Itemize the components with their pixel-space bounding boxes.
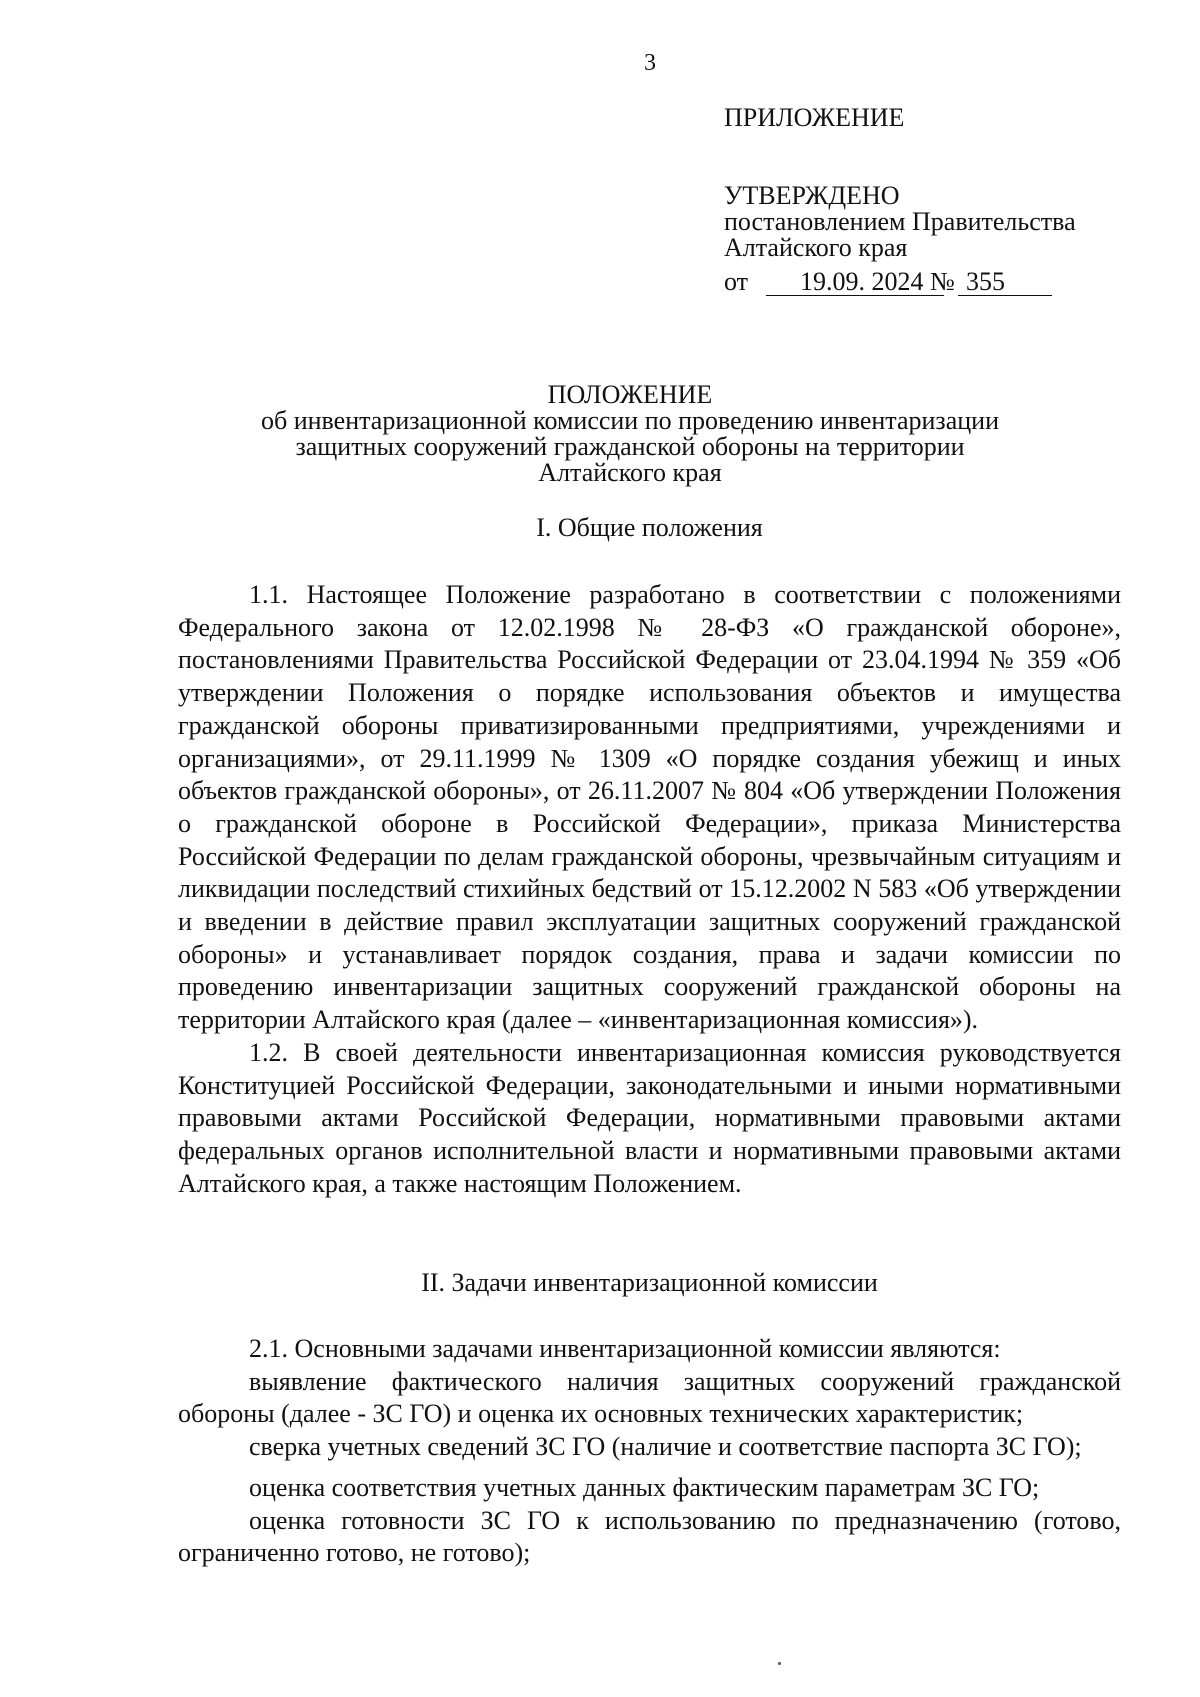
list-item: оценка готовности ЗС ГО к использованию по предназначению (готово, ограниченно готово, не готово);	[178, 1505, 1121, 1568]
page-number: 3	[644, 50, 656, 76]
list-item: выявление фактического наличия защитных сооружений гражданской обороны (далее - ЗС ГО) и оценка их основных технических характеристик;	[178, 1366, 1121, 1429]
approval-line-2: Алтайского края	[724, 233, 908, 262]
list-item: 2.1. Основными задачами инвентаризационной комиссии являются:	[249, 1334, 1001, 1363]
title-line-3: Алтайского края	[538, 458, 722, 487]
approval-number: 355	[958, 269, 1052, 296]
section-1-body	[178, 579, 1121, 1200]
section-1-heading: I. Общие положения	[536, 513, 763, 542]
approval-line-1: постановлением Правительства	[724, 207, 1076, 236]
approved-label: УТВЕРЖДЕНО	[724, 181, 900, 210]
paragraph-1-2: 1.2. В своей деятельности инвентаризационная комиссия руководствуется Конституцией Российской Федерации, законодательными и иными нормативными правовыми актами Российской Федерации, нормативными правовыми актами федеральных органов исполнительной власти и нормативными правовыми актами Алтайского края, а также настоящим Положением.	[178, 1037, 1121, 1198]
title-main: ПОЛОЖЕНИЕ	[547, 380, 713, 409]
scan-speck	[778, 1662, 781, 1665]
from-label: от	[724, 267, 749, 296]
section-2-body	[178, 1333, 1121, 1570]
approval-date: 19.09. 2024 №	[766, 269, 944, 296]
appendix-label: ПРИЛОЖЕНИЕ	[724, 103, 905, 132]
title-line-2: защитных сооружений гражданской обороны на территории	[295, 432, 965, 461]
document-title	[180, 382, 1080, 486]
list-item: сверка учетных сведений ЗС ГО (наличие и соответствие паспорта ЗС ГО);	[249, 1432, 1082, 1462]
title-line-1: об инвентаризационной комиссии по проведению инвентаризации	[260, 406, 999, 435]
paragraph-1-1: 1.1. Настоящее Положение разработано в соответствии с положениями Федерального закона от 12.02.1998 № 28-ФЗ «О гражданской обороне», постановлениями Правительства Российской Федерации от 23.04.1994 № 359 «Об утверждении Положения о порядке использования объектов и имущества гражданской обороны приватизированными предприятиями, учреждениями и организациями», от 29.11.1999 № 1309 «О порядке создания убежищ и иных объектов гражданской обороны», от 26.11.2007 № 804 «Об утверждении Положения о гражданской обороне в Российской Федерации», приказа Министерства Российской Федерации по делам гражданской обороны, чрезвычайным ситуациям и ликвидации последствий стихийных бедствий от 15.12.2002 N 583 «Об утверждении и введении в действие правил эксплуатации защитных сооружений гражданской обороны» и устанавливает порядок создания, права и задачи комиссии по проведению инвентаризации защитных сооружений гражданской обороны на территории Алтайского края (далее – «инвентаризационная комиссия»).	[178, 580, 1121, 1035]
section-2-heading: II. Задачи инвентаризационной комиссии	[421, 1268, 878, 1297]
approval-block	[724, 105, 1144, 296]
list-item: оценка соответствия учетных данных фактическим параметрам ЗС ГО;	[249, 1472, 1040, 1502]
approval-date-line	[724, 269, 1144, 296]
approval-year: 2024 №	[871, 267, 955, 296]
